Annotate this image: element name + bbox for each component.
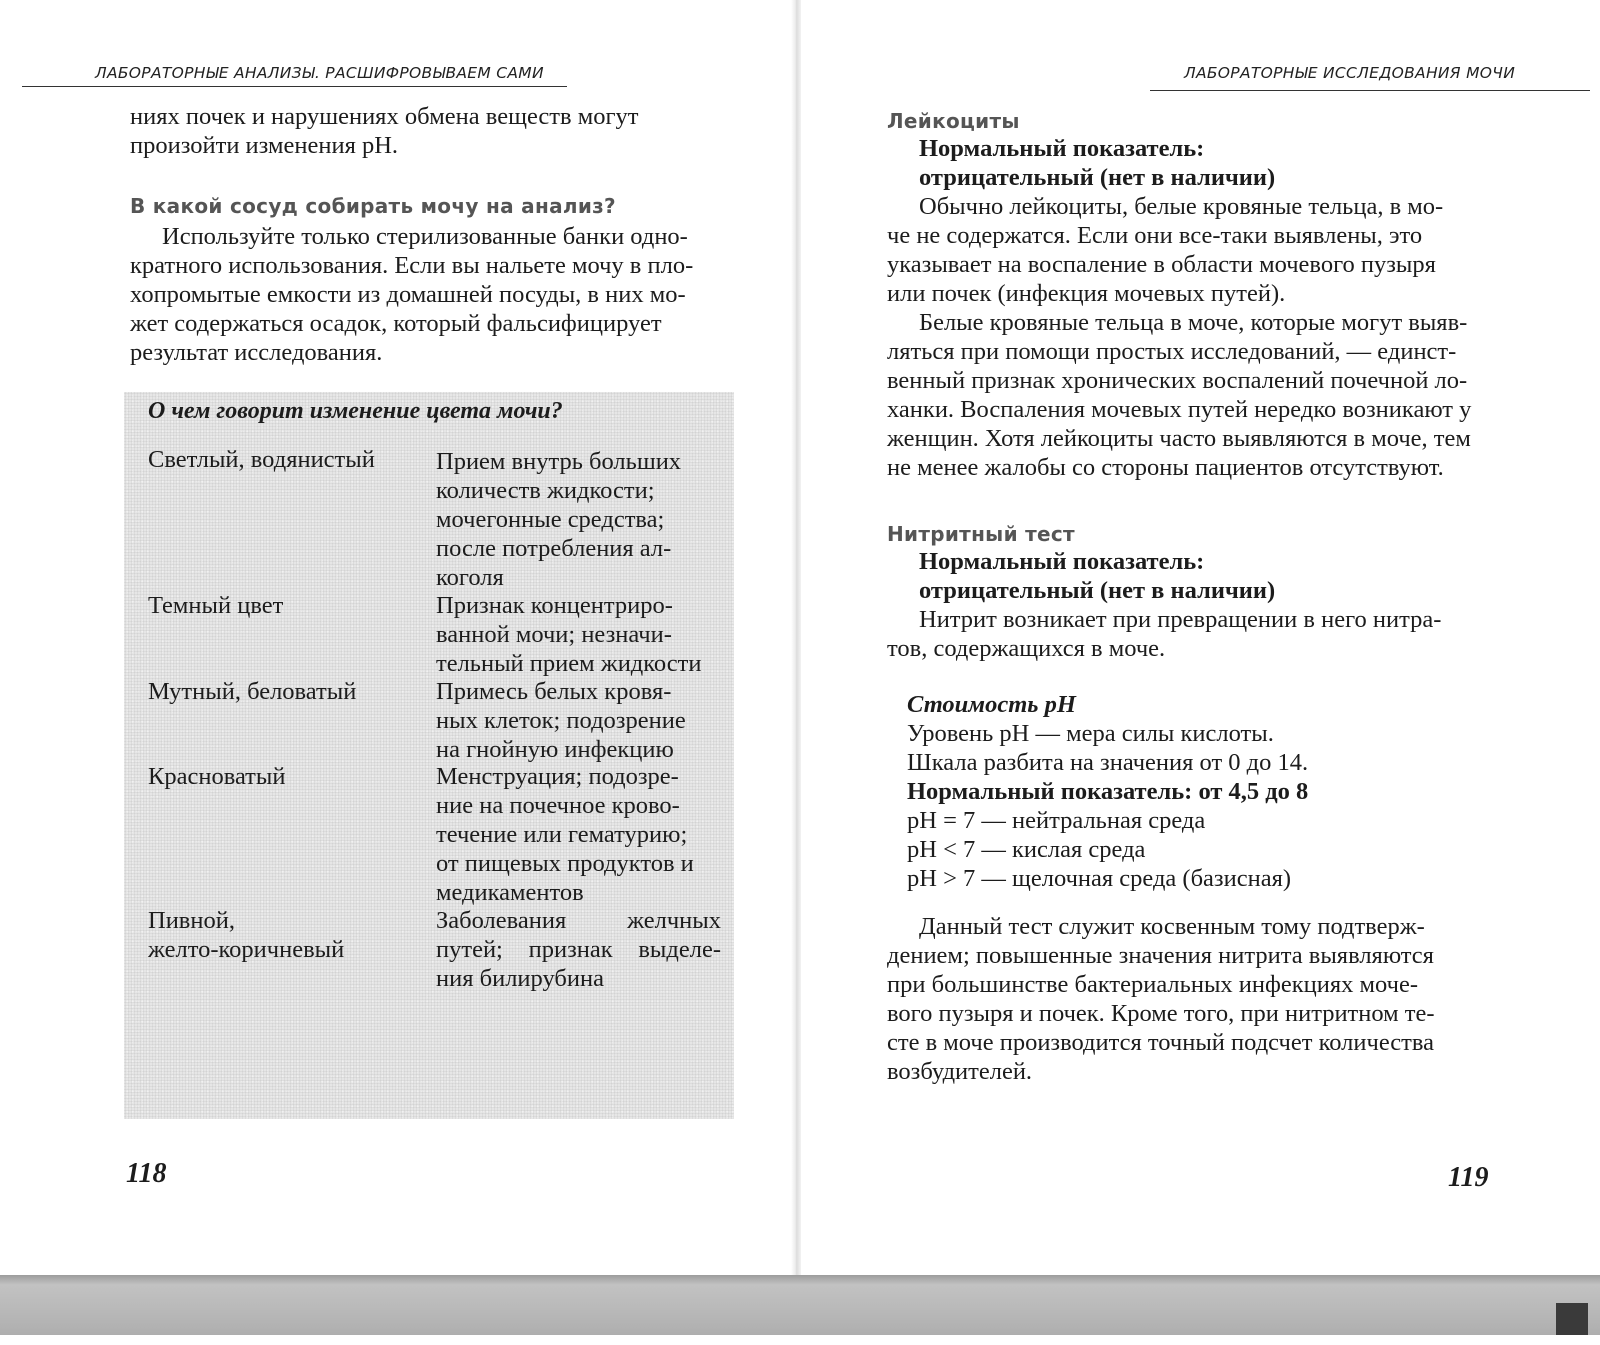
text-line: ния билирубина [436,965,604,992]
text-line: кратного использования. Если вы нальете мочу в пло- [130,252,694,279]
text-line: сте в моче производится точный подсчет количества [887,1029,1435,1056]
text-line: Темный цвет [148,592,284,619]
text-line: на гнойную инфекцию [436,736,674,763]
meaning-cell [436,591,721,678]
scan-corner-mark [1556,1303,1588,1335]
text-line: ние на почечное крово- [436,792,680,819]
meaning-cell [436,447,721,592]
text-line: результат исследования. [130,339,383,366]
sidebar-title: О чем говорит изменение цвета мочи? [148,398,563,424]
leukocytes-section [887,134,1487,482]
ph-norm: Нормальный показатель: от 4,5 до 8 [907,778,1309,805]
text-line: Примесь белых кровя- [436,678,672,705]
meaning-cell [436,762,721,907]
text-line: ханки. Воспаления мочевых путей нередко возникают у [887,396,1472,423]
text-line: че не содержатся. Если они все-таки выявлены, это [887,222,1423,249]
page-number-left: 118 [126,1158,167,1189]
text-line: ных клеток; подозрение [436,707,686,734]
text-line: Уровень pH — мера силы кислоты. [907,720,1274,747]
text-line: венный признак хронических воспалений почечной ло- [887,367,1468,394]
norm-label: Нормальный показатель: [919,548,1205,575]
left-continuation-text [130,102,735,160]
text-line: мочегонные средства; [436,506,665,533]
ph-box [907,690,1467,893]
closing-paragraph [887,912,1487,1086]
right-head-rule [1150,90,1590,91]
text-line: Используйте только стерилизованные банки одно- [162,223,688,250]
norm-label: Нормальный показатель: [919,135,1205,162]
nitrite-section [887,547,1487,663]
urine-color-sidebar [124,392,734,1119]
text-line: возбудителей. [887,1058,1033,1085]
page-number-right: 119 [1448,1162,1489,1193]
ph-acid: pH < 7 — кислая среда [907,836,1146,863]
text-line: Менструация; подозре- [436,763,679,790]
color-cell [148,677,418,706]
text-line: вого пузыря и почек. Кроме того, при нитритном те- [887,1000,1435,1027]
text-line: течение или гематурию; [436,821,688,848]
text-line: Пивной, [148,907,235,934]
text-line: не менее жалобы со стороны пациентов отсутствуют. [887,454,1444,481]
text-line: Признак концентриро- [436,592,673,619]
text-line: Белые кровяные тельца в моче, которые могут выяв- [919,309,1468,336]
text-line: Мутный, беловатый [148,678,357,705]
norm-value: отрицательный (нет в наличии) [919,577,1276,604]
text-line: Светлый, водянистый [148,446,375,473]
color-cell [148,762,418,791]
right-running-head: ЛАБОРАТОРНЫЕ ИССЛЕДОВАНИЯ МОЧИ [1184,64,1516,82]
scan-margin [0,1335,1600,1345]
left-head-rule [22,86,567,87]
text-line: произойти изменения pH. [130,132,399,159]
text-line: жет содержаться осадок, который фальсифицирует [130,310,662,337]
text-line: тов, содержащихся в моче. [887,635,1166,662]
text-line: от пищевых продуктов и [436,850,694,877]
text-line: Прием внутрь больших [436,448,682,475]
text-line: при большинстве бактериальных инфекциях моче- [887,971,1418,998]
text-line: количеств жидкости; [436,477,655,504]
text-line: Шкала разбита на значения от 0 до 14. [907,749,1309,776]
text-line: ляться при помощи простых исследований, — единст- [887,338,1457,365]
text-line: ванной мочи; незначи- [436,621,672,648]
text-line: Обычно лейкоциты, белые кровяные тельца, в мо- [919,193,1444,220]
text-line: Нитрит возникает при превращении в него нитра- [919,606,1442,633]
meaning-cell [436,677,721,764]
ph-box-title: Стоимость pH [907,691,1076,718]
left-running-head: ЛАБОРАТОРНЫЕ АНАЛИЗЫ. РАСШИФРОВЫВАЕМ САМИ [95,64,544,82]
section-heading: В какой сосуд собирать мочу на анализ? [130,194,616,218]
text-line: тельный прием жидкости [436,650,702,677]
left-page [0,0,795,1345]
text-line: или почек (инфекция мочевых путей). [887,280,1286,307]
text-line: Заболевания желчных [436,907,721,934]
text-line: женщин. Хотя лейкоциты часто выявляются в моче, тем [887,425,1471,452]
text-line: Красноватый [148,763,286,790]
text-line: после потребления ал- [436,535,672,562]
meaning-cell [436,906,721,993]
right-page [795,0,1600,1345]
text-line: путей; признак выделе- [436,936,721,963]
text-line: желто-коричневый [148,936,345,963]
norm-value: отрицательный (нет в наличии) [919,164,1276,191]
text-line: дением; повышенные значения нитрита выявляются [887,942,1434,969]
text-line: медикаментов [436,879,584,906]
text-line: указывает на воспаление в области мочевого пузыря [887,251,1436,278]
ph-neutral: pH = 7 — нейтральная среда [907,807,1206,834]
ph-alkaline: pH > 7 — щелочная среда (базисная) [907,865,1292,892]
text-line: хопромытые емкости из домашней посуды, в них мо- [130,281,686,308]
color-cell [148,445,418,474]
text-line: коголя [436,564,504,591]
color-cell [148,591,418,620]
nitrite-heading: Нитритный тест [887,522,1075,546]
text-line: Данный тест служит косвенным тому подтверж- [919,913,1425,940]
leukocytes-heading: Лейкоциты [887,109,1020,133]
color-cell [148,906,418,964]
text-line: ниях почек и нарушениях обмена веществ могут [130,103,639,130]
section-paragraph [130,222,735,367]
